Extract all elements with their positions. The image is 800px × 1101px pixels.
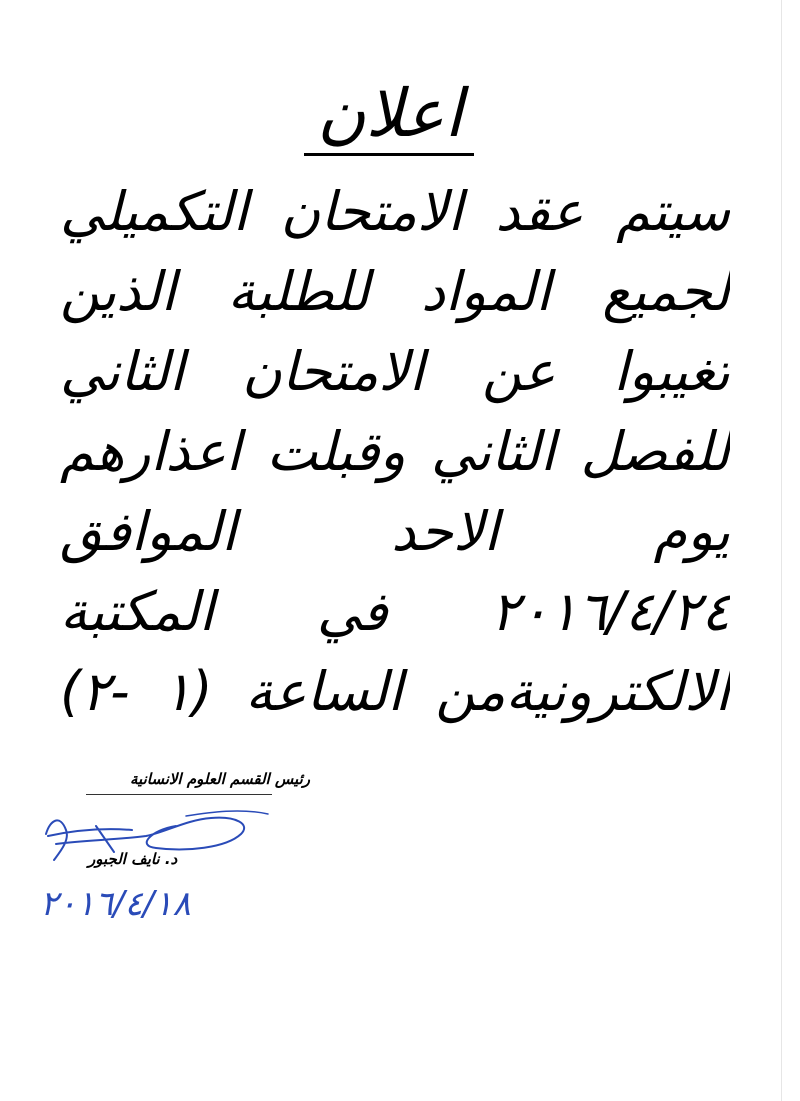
announcement-line-7: الالكترونيةمن الساعة (١ -٢) (60, 660, 730, 723)
announcement-body (60, 172, 730, 732)
announcement-line-2: لجميع المواد للطلبة الذين (60, 260, 730, 323)
signatory-name: د. نايف الجبور (88, 850, 178, 868)
signature-block (30, 770, 310, 950)
department-underline (86, 794, 272, 795)
page-edge-line (781, 0, 782, 1101)
announcement-line-1: سيتم عقد الامتحان التكميلي (60, 180, 730, 243)
announcement-line-5: يوم الاحد الموافق (60, 500, 730, 563)
title-underline (304, 153, 474, 156)
department-head-label: رئيس القسم العلوم الانسانية (130, 770, 310, 788)
announcement-line-6: ٢٠١٦/٤/٢٤ في المكتبة (60, 580, 730, 643)
announcement-line-4: للفصل الثاني وقبلت اعذارهم (60, 420, 730, 483)
signature-date: ٢٠١٦/٤/١٨ (40, 884, 191, 924)
announcement-line-3: تغيبوا عن الامتحان الثاني (60, 340, 730, 403)
announcement-title: اعلان (317, 75, 463, 152)
